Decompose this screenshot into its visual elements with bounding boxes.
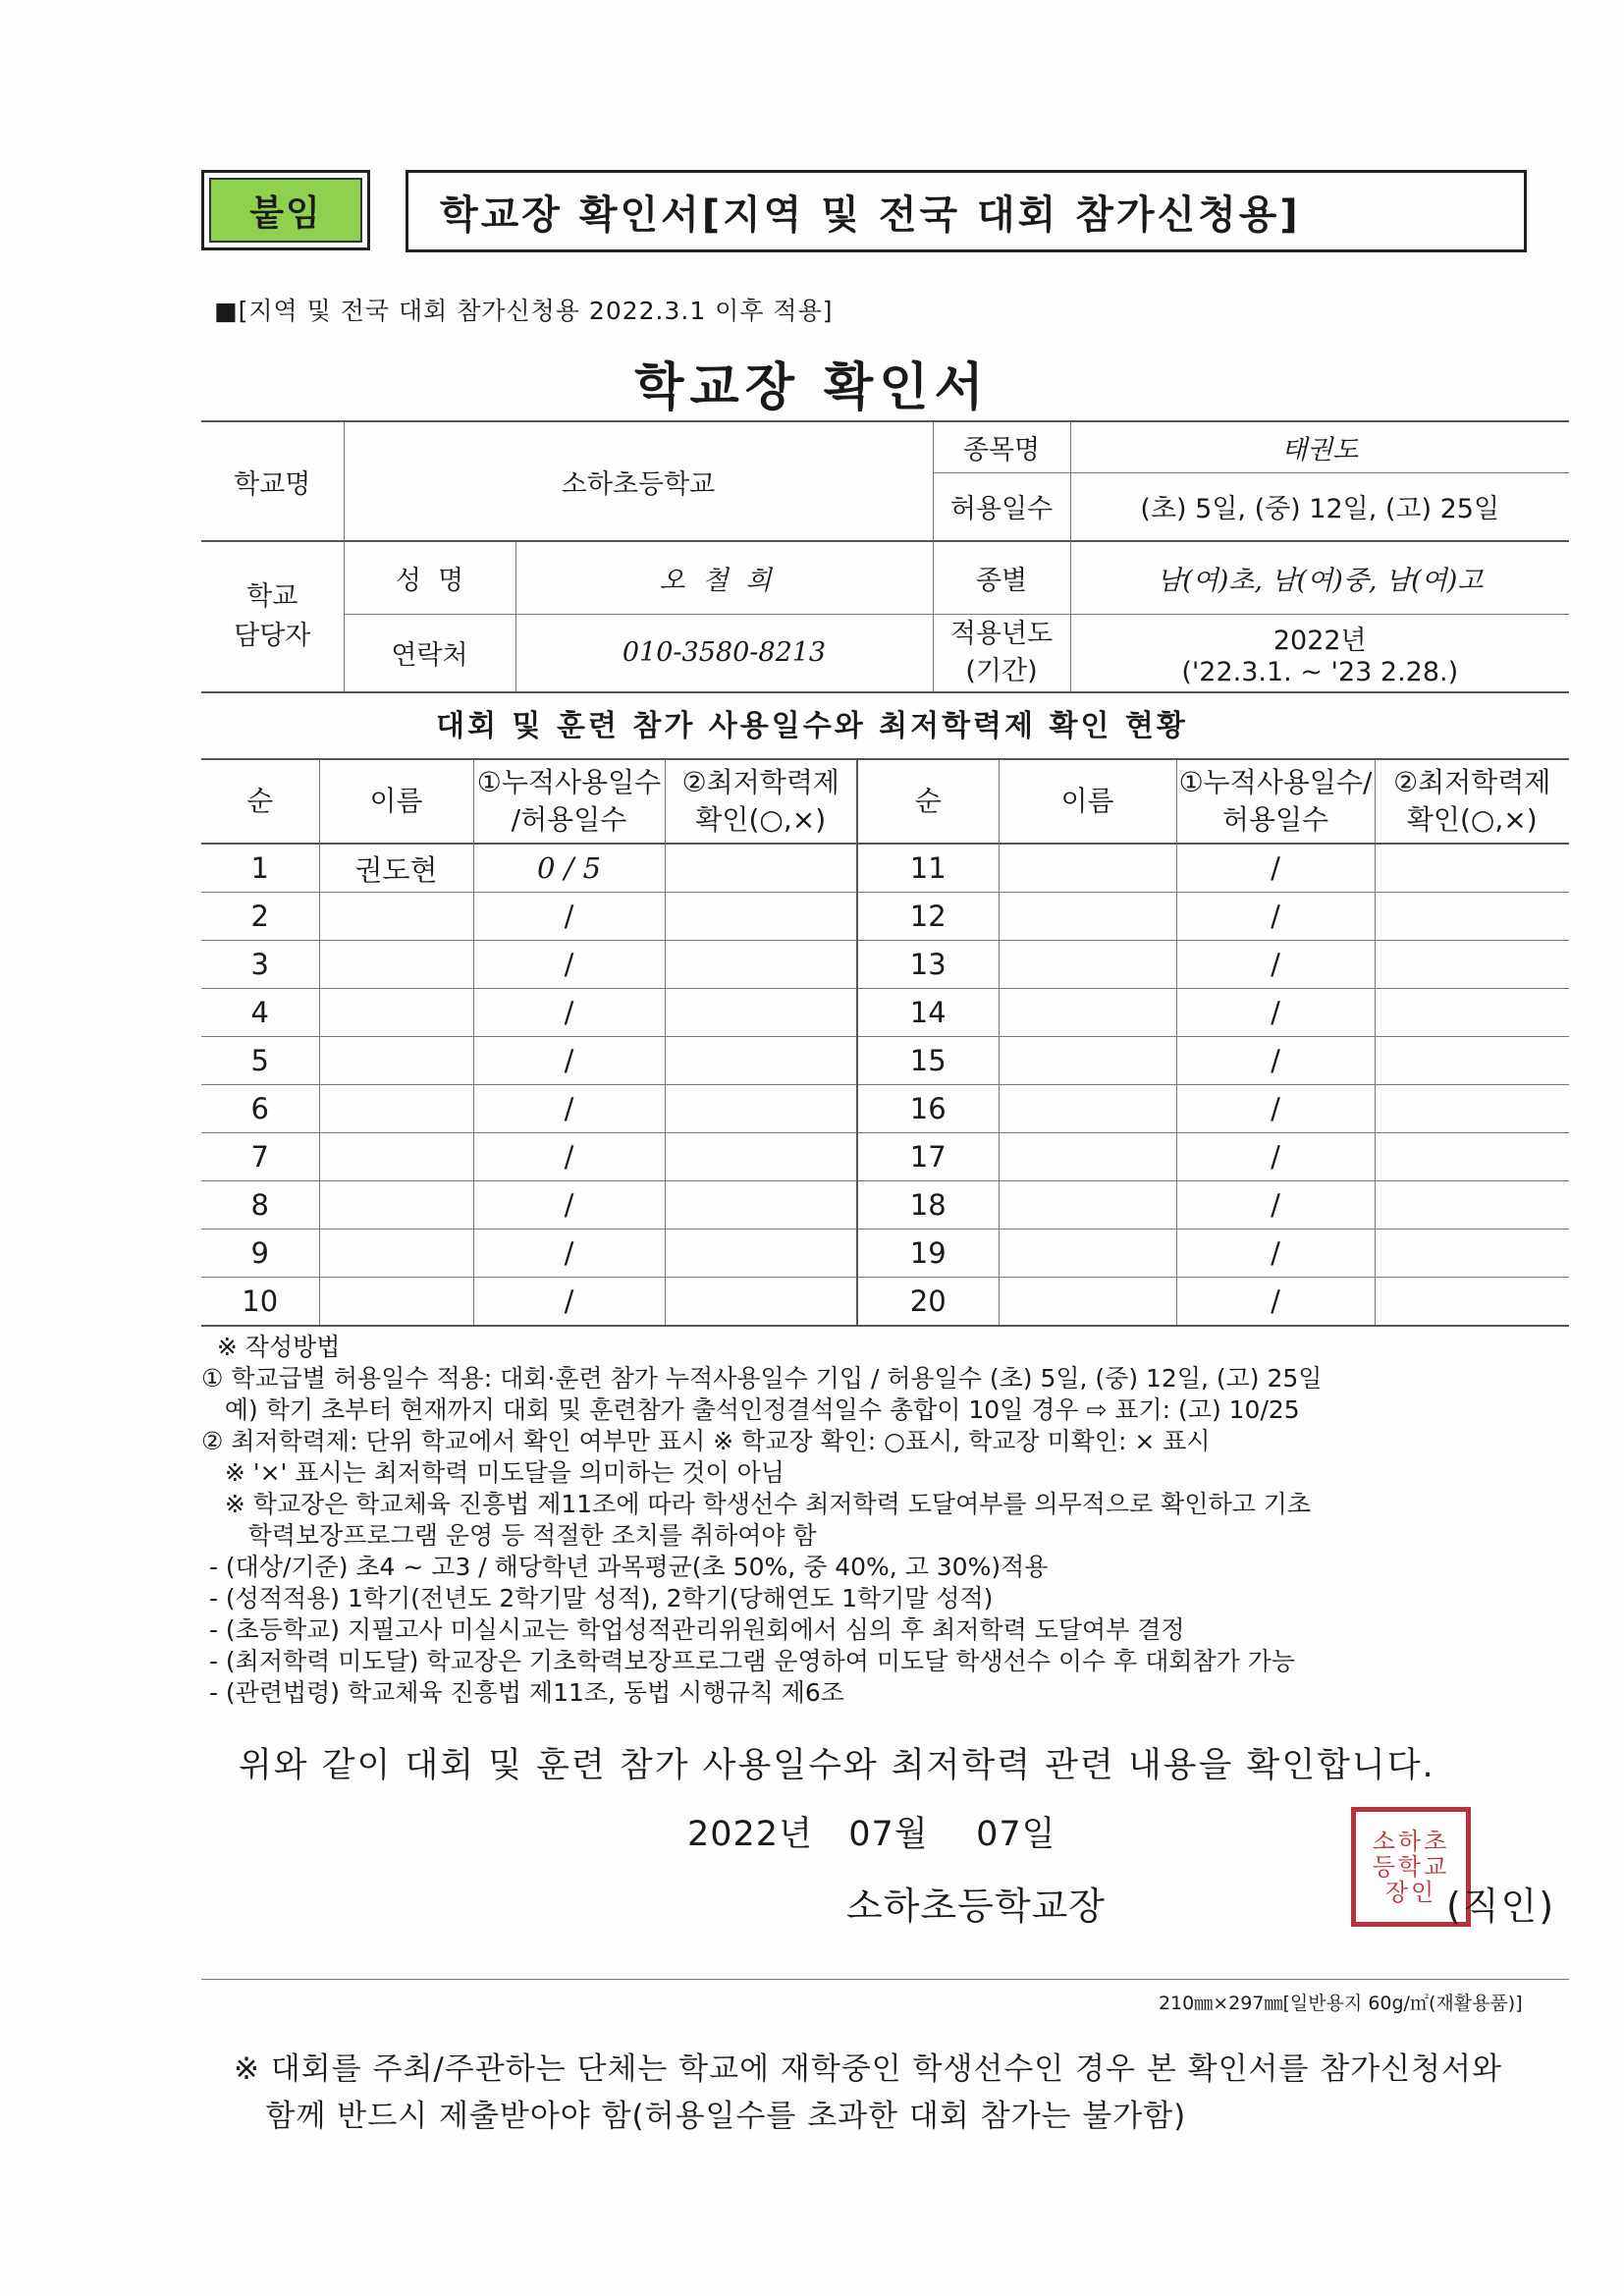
row-number-cell: 4 xyxy=(201,989,319,1037)
year-value: 2022년 xyxy=(1272,625,1367,656)
col-check-left: ②최저학력제 확인(○,×) xyxy=(665,759,857,844)
used-days-cell: / xyxy=(473,989,665,1037)
col-no-left: 순 xyxy=(201,759,319,844)
row-number-cell: 16 xyxy=(857,1085,999,1133)
year-period: ('22.3.1. ~ '23 2.28.) xyxy=(1181,656,1459,687)
sport-label: 종목명 xyxy=(933,421,1070,472)
sport-value: 태권도 xyxy=(1070,421,1569,472)
academic-check-cell xyxy=(665,1181,857,1230)
instruction-line: 학력보장프로그램 운영 등 적절한 조치를 취하여야 함 xyxy=(201,1521,817,1550)
academic-check-cell xyxy=(1375,1278,1569,1327)
row-number-cell: 3 xyxy=(201,941,319,989)
footer-note xyxy=(234,2046,1502,2140)
allowed-days-value: (초) 5일, (중) 12일, (고) 25일 xyxy=(1070,472,1569,541)
name-label: 성 명 xyxy=(344,541,515,614)
row-number-cell: 11 xyxy=(857,844,999,893)
student-name-cell xyxy=(319,941,473,989)
instruction-line: 예) 학기 초부터 현재까지 대회 및 훈련참가 출석인정결석일수 총합이 10일 경우 ⇨ 표기: (고) 10/25 xyxy=(201,1395,1300,1424)
academic-check-cell xyxy=(665,844,857,893)
used-days-cell: / xyxy=(473,1278,665,1327)
academic-check-cell xyxy=(1375,1230,1569,1278)
student-name-cell xyxy=(999,989,1176,1037)
row-number-cell: 18 xyxy=(857,1181,999,1230)
attachment-badge xyxy=(201,170,370,250)
usage-table xyxy=(201,758,1569,1327)
table-row xyxy=(201,1037,1569,1085)
academic-check-cell xyxy=(1375,989,1569,1037)
table-row xyxy=(201,1133,1569,1181)
instruction-line: ② 최저학력제: 단위 학교에서 확인 여부만 표시 ※ 학교장 확인: ○표시, 학교장 미확인: × 표시 xyxy=(201,1427,1211,1455)
academic-check-cell xyxy=(665,893,857,941)
student-name-cell xyxy=(999,1133,1176,1181)
instruction-line: ※ '×' 표시는 최저학력 미도달을 의미하는 것이 아님 xyxy=(201,1458,785,1487)
col-days-right: ①누적사용일수/ 허용일수 xyxy=(1176,759,1375,844)
col-no-right: 순 xyxy=(857,759,999,844)
table-row xyxy=(201,1181,1569,1230)
academic-check-cell xyxy=(1375,1037,1569,1085)
seal-lettering: 소하초등학교장인 xyxy=(1372,1828,1450,1906)
student-name-cell xyxy=(999,893,1176,941)
used-days-cell: / xyxy=(473,941,665,989)
footer-line: 함께 반드시 제출받아야 함(허용일수를 초과한 대회 참가는 불가함) xyxy=(234,2099,1187,2134)
divider xyxy=(201,1979,1569,1980)
academic-check-cell xyxy=(665,1230,857,1278)
used-days-cell: / xyxy=(1176,1133,1375,1181)
student-name-cell xyxy=(999,1230,1176,1278)
row-number-cell: 10 xyxy=(201,1278,319,1327)
section-title: 대회 및 훈련 참가 사용일수와 최저학력제 확인 현황 xyxy=(436,709,1188,743)
used-days-cell: / xyxy=(1176,989,1375,1037)
student-name-cell xyxy=(319,1181,473,1230)
academic-check-cell xyxy=(665,1133,857,1181)
student-name-cell xyxy=(319,1085,473,1133)
table-row xyxy=(201,844,1569,893)
table-row xyxy=(201,941,1569,989)
used-days-cell: / xyxy=(473,1037,665,1085)
table-row xyxy=(201,893,1569,941)
instructions xyxy=(201,1332,1576,1709)
confirmation-statement: 위와 같이 대회 및 훈련 참가 사용일수와 최저학력 관련 내용을 확인합니다. xyxy=(239,1746,1435,1785)
academic-check-cell xyxy=(665,1278,857,1327)
row-number-cell: 19 xyxy=(857,1230,999,1278)
row-number-cell: 7 xyxy=(201,1133,319,1181)
row-number-cell: 1 xyxy=(201,844,319,893)
school-name-label: 학교명 xyxy=(201,421,344,541)
student-name-cell: 권도현 xyxy=(319,844,473,893)
academic-check-cell xyxy=(1375,1085,1569,1133)
year-cell xyxy=(1070,614,1569,692)
student-name-cell xyxy=(319,1133,473,1181)
allowed-days-label: 허용일수 xyxy=(933,472,1070,541)
academic-check-cell xyxy=(1375,1181,1569,1230)
table-row xyxy=(201,1085,1569,1133)
academic-check-cell xyxy=(1375,893,1569,941)
usage-table-body xyxy=(201,844,1569,1326)
row-number-cell: 8 xyxy=(201,1181,319,1230)
used-days-cell: / xyxy=(1176,1278,1375,1327)
used-days-cell: / xyxy=(1176,941,1375,989)
instruction-line: - (성적적용) 1학기(전년도 2학기말 성적), 2학기(당해연도 1학기말 성적) xyxy=(201,1584,994,1613)
used-days-cell: / xyxy=(473,1181,665,1230)
col-check-right: ②최저학력제 확인(○,×) xyxy=(1375,759,1569,844)
student-name-cell xyxy=(319,1037,473,1085)
student-name-cell xyxy=(999,941,1176,989)
manager-label: 학교 담당자 xyxy=(201,541,344,692)
academic-check-cell xyxy=(1375,844,1569,893)
row-number-cell: 17 xyxy=(857,1133,999,1181)
academic-check-cell xyxy=(1375,941,1569,989)
student-name-cell xyxy=(999,1037,1176,1085)
instruction-line: - (대상/기준) 초4 ~ 고3 / 해당학년 과목평균(초 50%, 중 40%, 고 30%)적용 xyxy=(201,1553,1049,1581)
table-row xyxy=(201,1230,1569,1278)
col-name-left: 이름 xyxy=(319,759,473,844)
student-name-cell xyxy=(999,1085,1176,1133)
table-row xyxy=(201,1278,1569,1327)
col-name-right: 이름 xyxy=(999,759,1176,844)
used-days-cell: / xyxy=(1176,1037,1375,1085)
document-title: 학교장 확인서 xyxy=(634,358,990,417)
year-label: 적용년도 (기간) xyxy=(933,614,1070,692)
used-days-cell: / xyxy=(1176,1181,1375,1230)
row-number-cell: 14 xyxy=(857,989,999,1037)
instruction-line: ① 학교급별 허용일수 적용: 대회·훈련 참가 누적사용일수 기입 / 허용일수 (초) 5일, (중) 12일, (고) 25일 xyxy=(201,1364,1323,1393)
row-number-cell: 6 xyxy=(201,1085,319,1133)
used-days-cell: / xyxy=(473,893,665,941)
academic-check-cell xyxy=(665,1037,857,1085)
instruction-line: ※ 학교장은 학교체육 진흥법 제11조에 따라 학생선수 최저학력 도달여부를 의무적으로 확인하고 기초 xyxy=(201,1490,1312,1518)
student-name-cell xyxy=(319,1230,473,1278)
student-name-cell xyxy=(319,989,473,1037)
paper-spec: 210㎜×297㎜[일반용지 60g/㎡(재활용품)] xyxy=(1159,1993,1523,2014)
attachment-badge-label: 붙임 xyxy=(209,178,362,243)
seal-label: (직인) xyxy=(1446,1885,1556,1928)
academic-check-cell xyxy=(1375,1133,1569,1181)
row-number-cell: 13 xyxy=(857,941,999,989)
row-number-cell: 9 xyxy=(201,1230,319,1278)
student-name-cell xyxy=(319,893,473,941)
student-name-cell xyxy=(999,1181,1176,1230)
row-number-cell: 2 xyxy=(201,893,319,941)
academic-check-cell xyxy=(665,941,857,989)
category-label: 종별 xyxy=(933,541,1070,614)
footer-line: ※ 대회를 주최/주관하는 단체는 학교에 재학중인 학생선수인 경우 본 확인서를 참가신청서와 xyxy=(234,2051,1502,2087)
used-days-cell: / xyxy=(473,1085,665,1133)
header-title: 학교장 확인서[지역 및 전국 대회 참가신청용] xyxy=(406,170,1527,252)
table-row xyxy=(201,989,1569,1037)
instruction-line: ※ 작성방법 xyxy=(201,1333,341,1361)
used-days-cell: / xyxy=(1176,1085,1375,1133)
col-days-left: ①누적사용일수 /허용일수 xyxy=(473,759,665,844)
academic-check-cell xyxy=(665,1085,857,1133)
student-name-cell xyxy=(319,1278,473,1327)
row-number-cell: 15 xyxy=(857,1037,999,1085)
instruction-line: - (초등학교) 지필고사 미실시교는 학업성적관리위원회에서 심의 후 최저학력 도달여부 결정 xyxy=(201,1615,1185,1644)
applicability-note: ■[지역 및 전국 대회 참가신청용 2022.3.1 이후 적용] xyxy=(214,297,834,325)
principal-title: 소하초등학교장 xyxy=(846,1885,1106,1928)
info-table xyxy=(201,420,1569,693)
used-days-cell: / xyxy=(1176,893,1375,941)
row-number-cell: 5 xyxy=(201,1037,319,1085)
used-days-cell: / xyxy=(1176,844,1375,893)
student-name-cell xyxy=(999,1278,1176,1327)
contact-value: 010-3580-8213 xyxy=(515,614,933,692)
signing-date: 2022년 07월 07일 xyxy=(687,1815,1056,1854)
contact-label: 연락처 xyxy=(344,614,515,692)
used-days-cell: / xyxy=(1176,1230,1375,1278)
manager-name-signature: 오철희 xyxy=(515,541,933,614)
student-name-cell xyxy=(999,844,1176,893)
academic-check-cell xyxy=(665,989,857,1037)
instruction-line: - (최저학력 미도달) 학교장은 기초학력보장프로그램 운영하여 미도달 학생선수 이수 후 대회참가 가능 xyxy=(201,1647,1296,1675)
school-name-value: 소하초등학교 xyxy=(344,421,933,541)
row-number-cell: 12 xyxy=(857,893,999,941)
used-days-cell: 0 / 5 xyxy=(473,844,665,893)
category-value: 남(여)초, 남(여)중, 남(여)고 xyxy=(1070,541,1569,614)
used-days-cell: / xyxy=(473,1133,665,1181)
row-number-cell: 20 xyxy=(857,1278,999,1327)
used-days-cell: / xyxy=(473,1230,665,1278)
instruction-line: - (관련법령) 학교체육 진흥법 제11조, 동법 시행규칙 제6조 xyxy=(201,1678,844,1707)
